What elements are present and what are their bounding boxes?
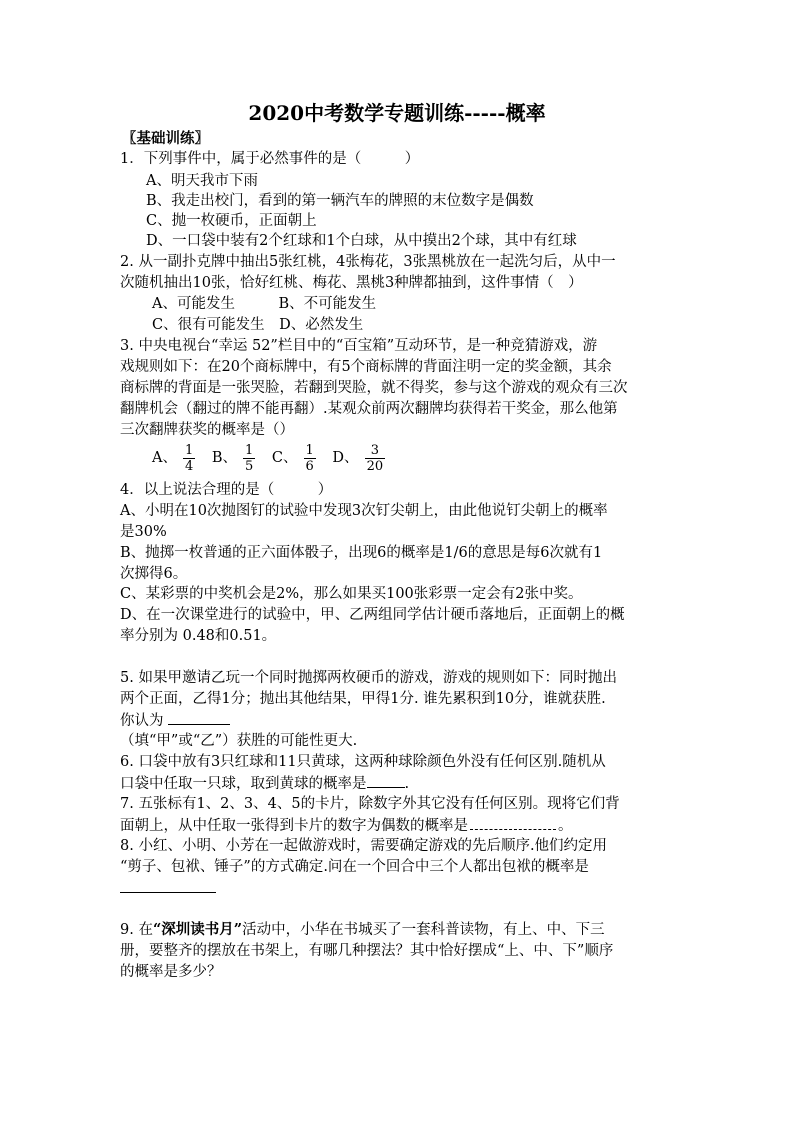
q5-line-4: （填“甲”或“乙”）获胜的可能性更大. [120, 733, 358, 749]
fraction: $\frac{1}{6}$ [305, 442, 314, 474]
q3-option-c: C、 $\frac{1}{6}$ [271, 442, 314, 474]
q8-line-2: “剪子、包袱、锤子”的方式确定.问在一个回合中三个人都出包袱的概率是 [120, 859, 589, 875]
q9-line-3: 的概率是多少？ [120, 964, 222, 980]
q9-line-1: 9. 在“深圳读书月”活动中，小华在书城买了一套科普读物，有上、中、下三 [120, 921, 605, 938]
page-title: 2020中考数学专题训练-----概率 [248, 101, 546, 125]
q3-line-2: 戏规则如下：在20个商标牌中，有5个商标牌的背面注明一定的奖金额，其余 [120, 359, 612, 375]
answer-blank [367, 773, 405, 788]
q8-line-1: 8. 小红、小明、小芳在一起做游戏时，需要确定游戏的先后顺序.他们约定用 [120, 838, 608, 854]
q5-line-1: 5. 如果甲邀请乙玩一个同时抛掷两枚硬币的游戏，游戏的规则如下：同时抛出 [120, 670, 617, 686]
q3-options [152, 440, 397, 476]
q3-line-4: 翻牌机会（翻过的牌不能再翻）.某观众前两次翻牌均获得若干奖金，那么他第 [120, 401, 618, 417]
q4-stem: 4．以上说法合理的是（ ） [120, 482, 333, 498]
q6-line-1: 6. 口袋中放有3只红球和11只黄球，这两种球除颜色外没有任何区别.随机从 [120, 754, 606, 770]
q5-line-3: 你认为 [120, 710, 230, 731]
q3-option-a: A、 $\frac{1}{4}$ [152, 442, 194, 474]
q7-line-2: 面朝上，从中任取一张得到卡片的数字为偶数的概率是 。 [120, 815, 573, 836]
q3-line-3: 商标牌的背面是一张哭脸，若翻到哭脸，就不得奖，参与这个游戏的观众有三次 [120, 380, 628, 396]
q5-line-2: 两个正面，乙得1分；抛出其他结果，甲得1分. 谁先累积到10分，谁就获胜. [120, 691, 606, 707]
fraction: $\frac{1}{5}$ [245, 442, 254, 474]
q3-option-d: D、 $\frac{3}{20}$ [332, 442, 384, 474]
answer-blank [120, 878, 216, 893]
q3-line-5: 三次翻牌获奖的概率是（） [120, 422, 294, 438]
q1-option-a: A、明天我市下雨 [146, 173, 258, 189]
q4-option-a-line-1: A、小明在10次抛图钉的试验中发现3次钉尖朝上，由此他说钉尖朝上的概率 [120, 503, 608, 519]
q1-stem: 1．下列事件中，属于必然事件的是（ ） [120, 151, 420, 167]
q4-option-d-line-2: 率分别为 0.48和0.51。 [120, 628, 277, 644]
q9-line-2: 册，要整齐的摆放在书架上，有哪几种摆法？其中恰好摆成“上、中、下”顺序 [120, 943, 614, 959]
fraction: $\frac{1}{4}$ [184, 442, 194, 474]
q6-line-2: 口袋中任取一只球，取到黄球的概率是 . [120, 773, 409, 794]
answer-blank [470, 815, 556, 830]
q4-option-a-line-2: 是30% [120, 524, 167, 540]
q4-option-d-line-1: D、在一次课堂进行的试验中，甲、乙两组同学估计硬币落地后，正面朝上的概 [120, 607, 625, 623]
q3-line-1: 3. 中央电视台“幸运 52”栏目中的“百宝箱”互动环节，是一种竞猜游戏，游 [120, 338, 598, 354]
q1-option-d: D、一口袋中装有2个红球和1个白球，从中摸出2个球，其中有红球 [146, 233, 577, 249]
q2-options-ab: A、可能发生 B、不可能发生 [152, 296, 377, 312]
q7-line-1: 7. 五张标有1、2、3、4、5的卡片，除数字外其它没有任何区别。现将它们背 [120, 796, 620, 812]
fraction: $\frac{3}{20}$ [366, 442, 384, 474]
q1-option-c: C、抛一枚硬币，正面朝上 [146, 213, 317, 229]
section-heading: 〖基础训练〗 [122, 130, 209, 147]
q4-option-b-line-2: 次掷得6。 [120, 566, 188, 582]
q8-line-3 [120, 878, 216, 899]
q2-options-cd: C、很有可能发生 D、必然发生 [152, 317, 364, 333]
q4-option-c: C、某彩票的中奖机会是2%，那么如果买100张彩票一定会有2张中奖。 [120, 586, 583, 602]
q2-line-2: 次随机抽出10张，恰好红桃、梅花、黑桃3种牌都抽到，这件事情（ ） [120, 275, 583, 291]
q1-option-b: B、我走出校门，看到的第一辆汽车的牌照的末位数字是偶数 [146, 193, 534, 209]
q2-line-1: 2. 从一副扑克牌中抽出5张红桃，4张梅花，3张黑桃放在一起洗匀后，从中一 [120, 254, 616, 270]
q4-option-b-line-1: B、抛掷一枚普通的正六面体骰子，出现6的概率是1/6的意思是每6次就有1 [120, 545, 603, 561]
q3-option-b: B、 $\frac{1}{5}$ [211, 442, 254, 474]
answer-blank [168, 710, 230, 725]
